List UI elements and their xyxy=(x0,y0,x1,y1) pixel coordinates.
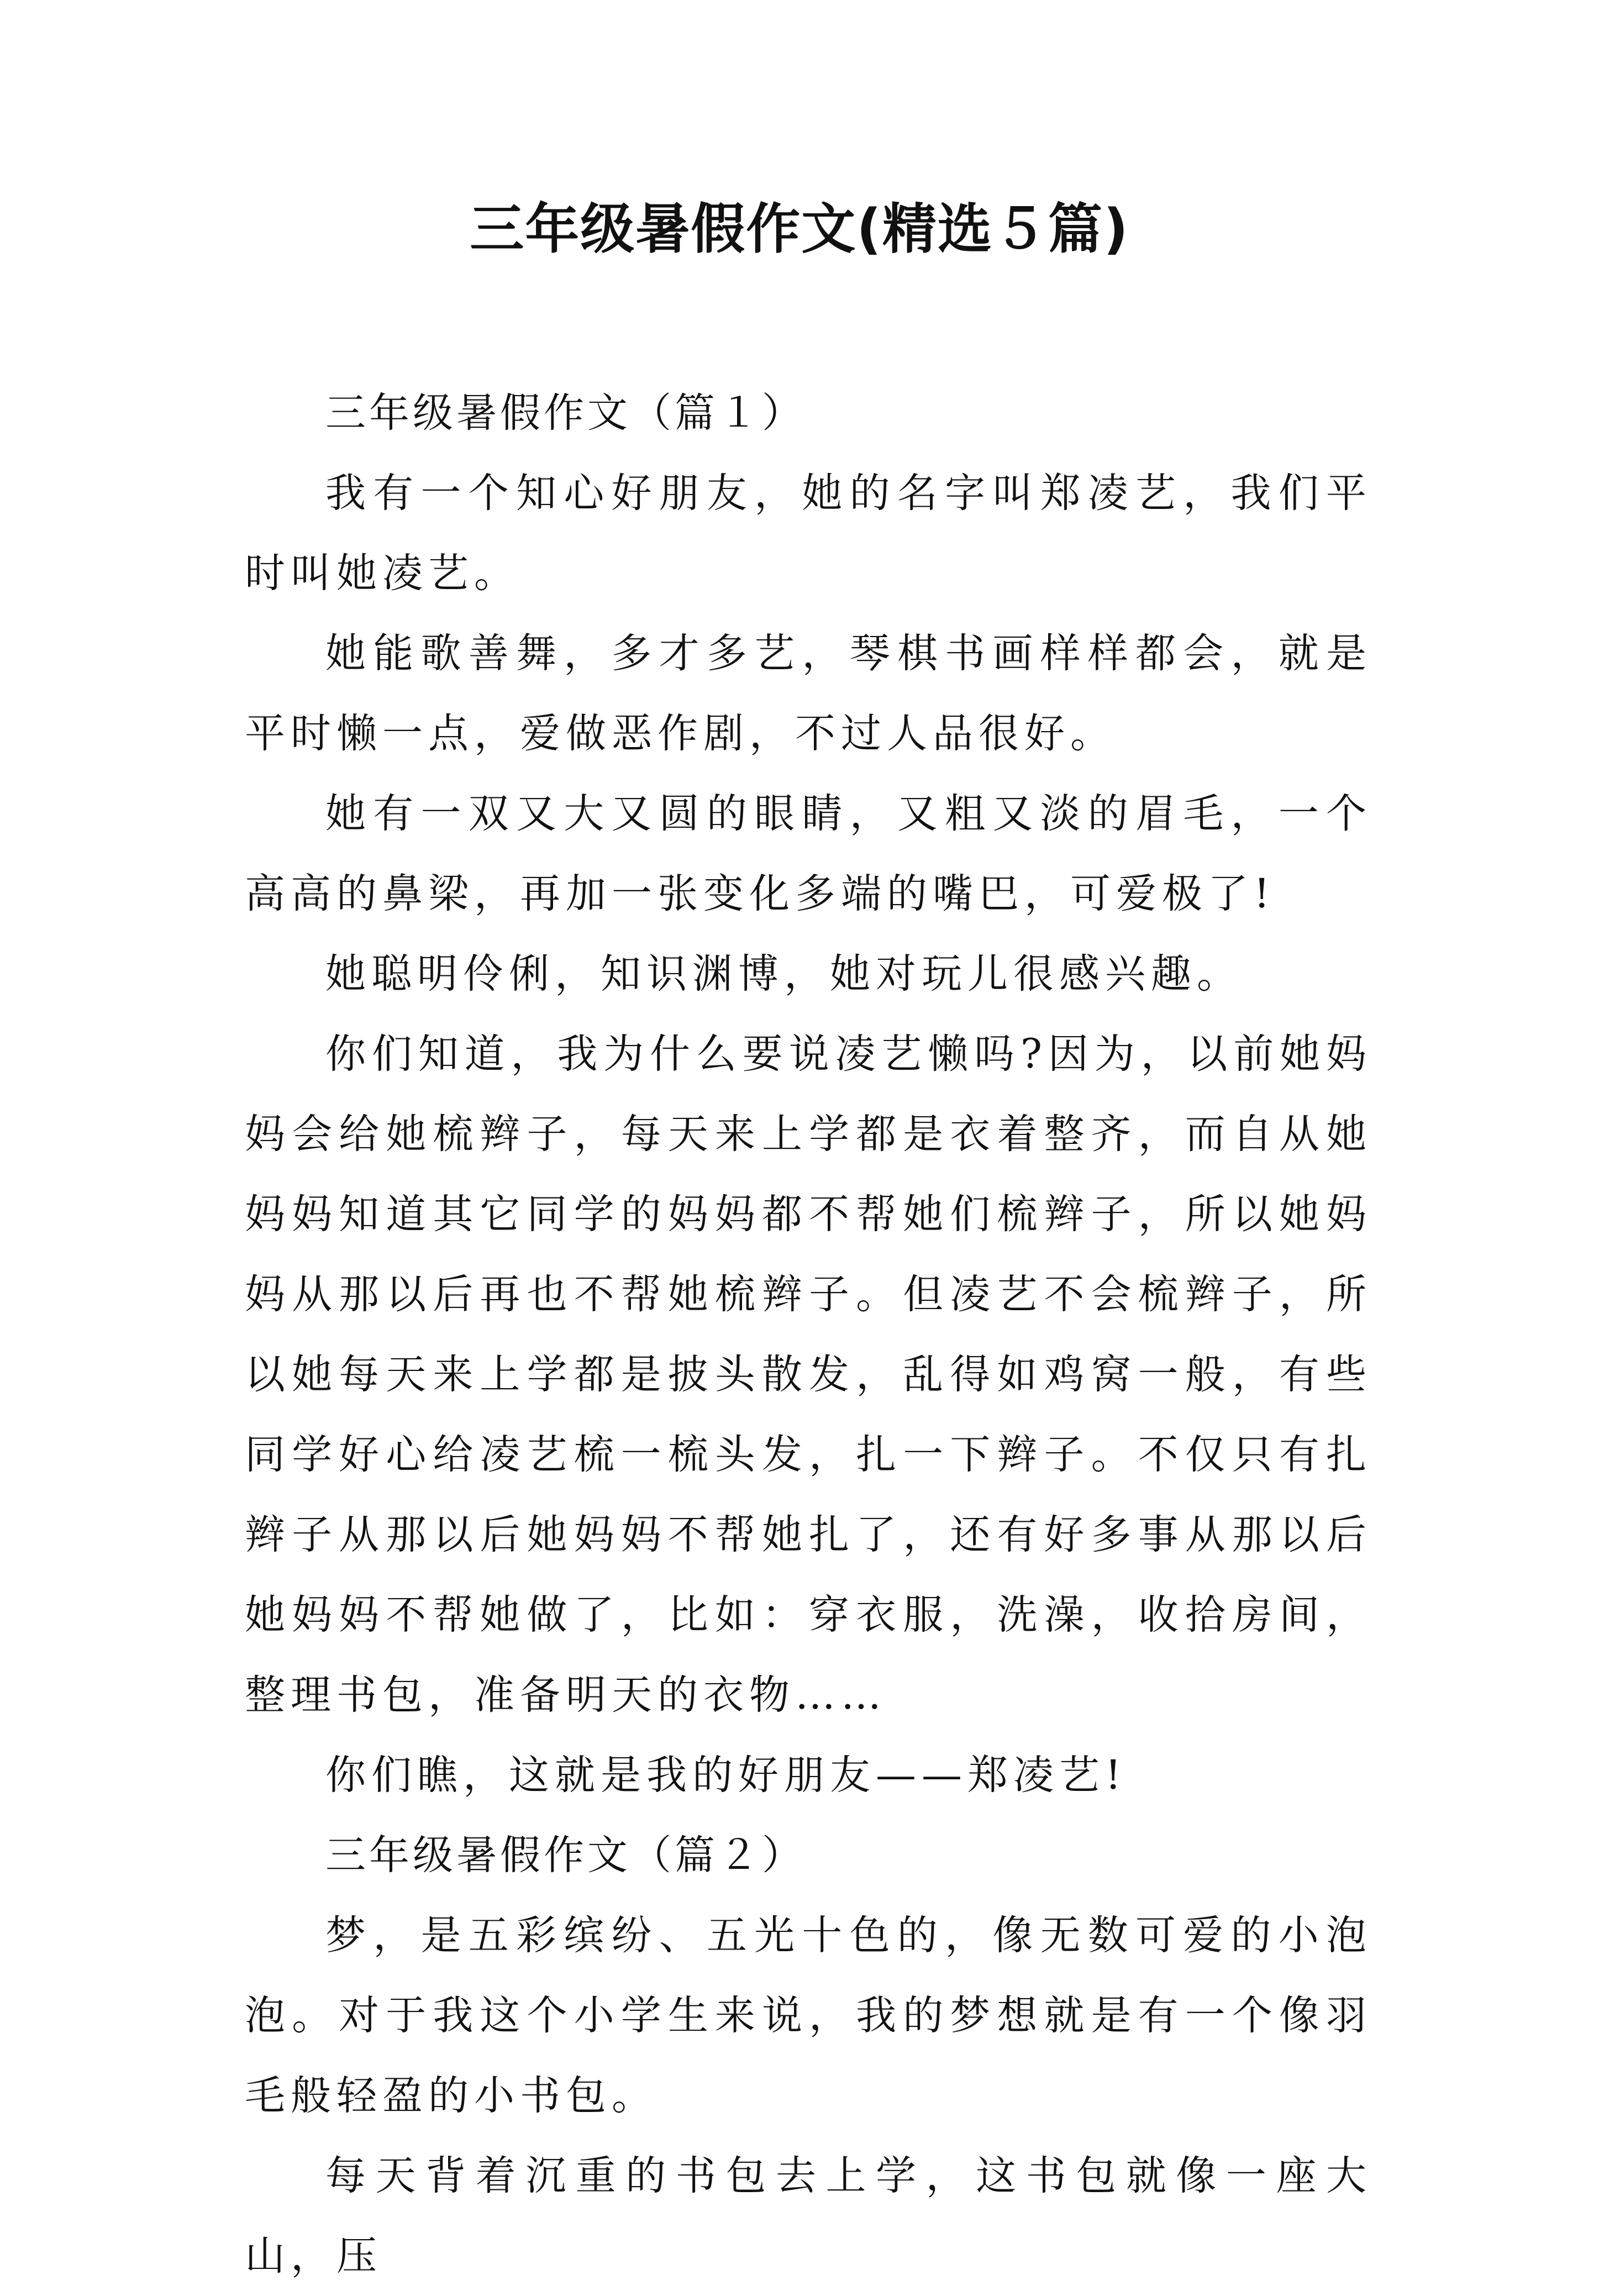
paragraph: 她能歌善舞，多才多艺，琴棋书画样样都会，就是平时懒一点，爱做恶作剧，不过人品很好。 xyxy=(245,630,1372,757)
document-body xyxy=(245,373,1372,2296)
paragraph: 你们知道，我为什么要说凌艺懒吗?因为，以前她妈妈会给她梳辫子，每天来上学都是衣着整齐，而自从她妈妈知道其它同学的妈妈都不帮她们梳辫子，所以她妈妈从那以后再也不帮她梳辫子。但凌艺不会梳辫子，所以她每天来上学都是披头散发，乱得如鸡窝一般，有些同学好心给凌艺梳一梳头发，扎一下辫子。不仅只有扎辫子从那以后她妈妈不帮她扎了，还有好多事从那以后她妈妈不帮她做了，比如：穿衣服，洗澡，收拾房间，整理书包，准备明天的衣物…… xyxy=(245,1031,1372,1719)
document-title: 三年级暑假作文(精选５篇) xyxy=(470,198,1129,261)
paragraph: 我有一个知心好朋友，她的名字叫郑凌艺，我们平时叫她凌艺。 xyxy=(245,470,1372,597)
section-heading-2: 三年级暑假作文（篇２） xyxy=(325,1832,806,1879)
paragraph: 她有一双又大又圆的眼睛，又粗又淡的眉毛，一个高高的鼻梁，再加一张变化多端的嘴巴，可爱极了! xyxy=(245,790,1372,917)
section-heading-1: 三年级暑假作文（篇１） xyxy=(325,390,806,437)
paragraph: 你们瞧，这就是我的好朋友——郑凌艺! xyxy=(325,1752,1127,1799)
paragraph: 每天背着沉重的书包去上学，这书包就像一座大山，压 xyxy=(245,2152,1372,2279)
paragraph: 她聪明伶俐，知识渊博，她对玩儿很感兴趣。 xyxy=(325,950,1243,997)
paragraph: 梦，是五彩缤纷、五光十色的，像无数可爱的小泡泡。对于我这个小学生来说，我的梦想就是有一个像羽毛般轻盈的小书包。 xyxy=(245,1912,1372,2119)
